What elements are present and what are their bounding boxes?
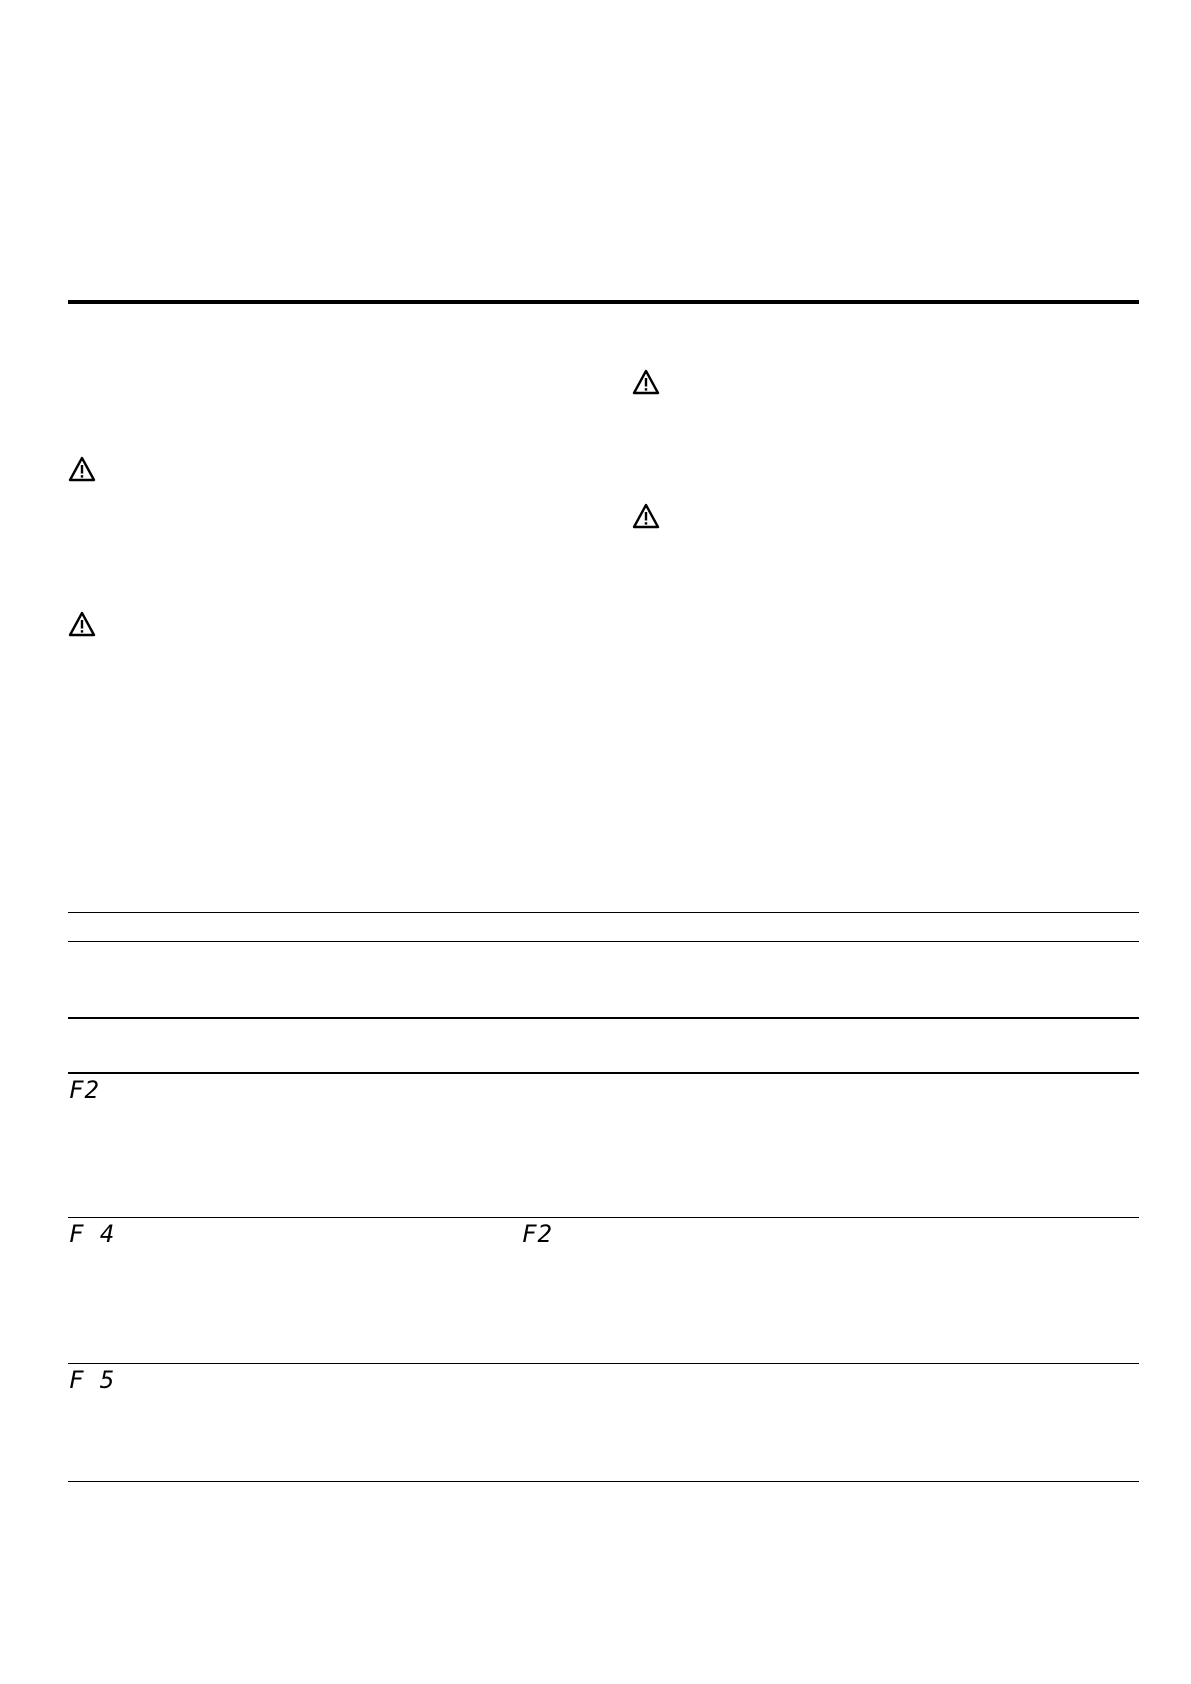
table-row-divider	[68, 1217, 1139, 1218]
table-rule	[68, 1017, 1139, 1019]
warning-icon	[68, 456, 96, 482]
table-bottom-rule	[68, 1481, 1139, 1482]
table-rule	[68, 941, 1139, 942]
error-code: F 5	[69, 1366, 116, 1394]
table-row-divider	[68, 1363, 1139, 1364]
error-code: F 4	[69, 1220, 116, 1248]
table-rule	[68, 1072, 1139, 1074]
header-rule	[68, 300, 1139, 304]
warning-icon	[632, 369, 660, 395]
warning-icon	[68, 611, 96, 637]
error-code-reference: F2	[522, 1220, 553, 1248]
warning-icon	[632, 503, 660, 529]
table-rule	[68, 912, 1139, 913]
error-code: F2	[69, 1076, 100, 1104]
